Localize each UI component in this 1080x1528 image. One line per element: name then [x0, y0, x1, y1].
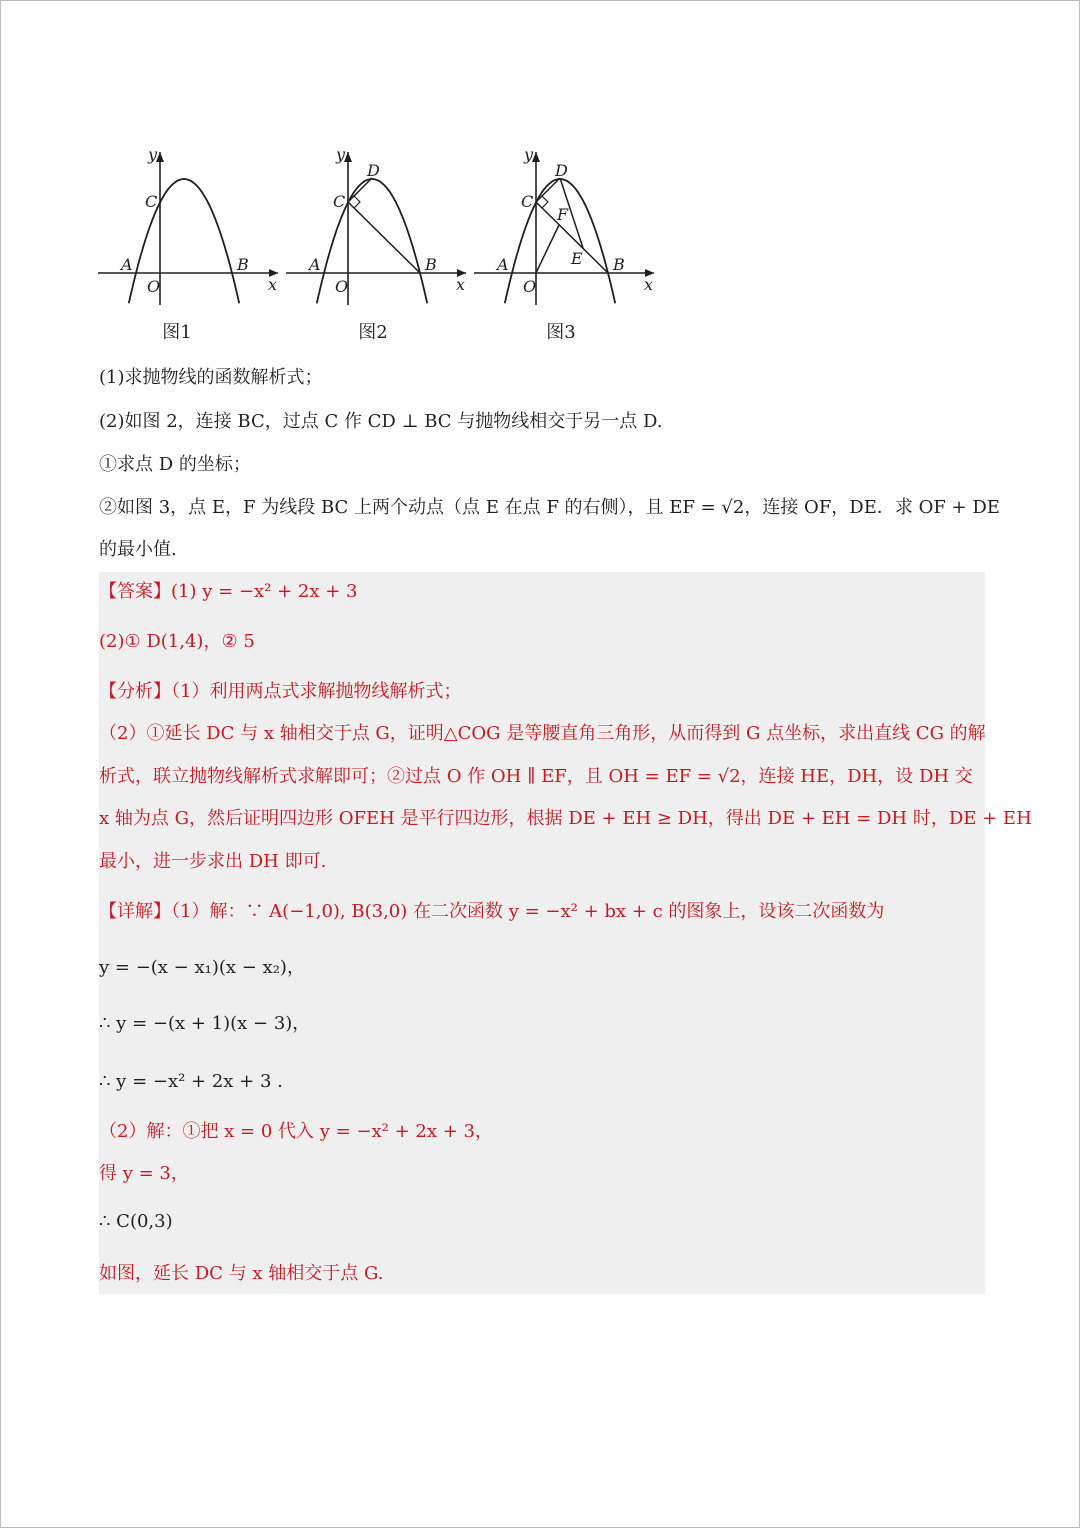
label-c: C: [333, 192, 346, 211]
question-2-part-2-cont: 的最小值.: [99, 539, 177, 560]
label-a: A: [121, 255, 133, 274]
label-b: B: [425, 255, 437, 274]
detail-part-1: （1）解：∵ A(−1,0), B(3,0) 在二次函数 y = −x² + bx + c 的图象上，设该二次函数为: [171, 901, 885, 922]
label-b: B: [237, 255, 249, 274]
analysis-line-1: [99, 680, 461, 704]
analysis-line-3: 析式，联立抛物线解析式求解即可；②过点 O 作 OH ∥ EF，且 OH = EF = √2，连接 HE，DH，设 DH 交: [99, 766, 973, 787]
answer-line-2: (2)① D(1,4)，② 5: [99, 631, 255, 652]
label-f: F: [557, 205, 569, 224]
question-2: (2)如图 2，连接 BC，过点 C 作 CD ⊥ BC 与抛物线相交于另一点 D.: [99, 411, 663, 432]
detail-line-2: y = −(x − x₁)(x − x₂)，: [99, 957, 305, 978]
label-x: x: [644, 275, 654, 294]
question-2-part-1: ①求点 D 的坐标；: [99, 454, 251, 475]
detail-line-3: ∴ y = −(x + 1)(x − 3)，: [99, 1013, 311, 1034]
label-a: A: [309, 255, 321, 274]
detail-line-4: ∴ y = −x² + 2x + 3 .: [99, 1071, 283, 1092]
label-x: x: [456, 275, 466, 294]
question-2-part-2: ②如图 3，点 E，F 为线段 BC 上两个动点（点 E 在点 F 的右侧），且 EF = √2，连接 OF，DE．求 OF + DE: [99, 497, 1000, 518]
analysis-line-2: （2）①延长 DC 与 x 轴相交于点 G，证明△COG 是等腰直角三角形，从而得到 G 点坐标，求出直线 CG 的解: [99, 723, 986, 744]
detail-line-5: （2）解：①把 x = 0 代入 y = −x² + 2x + 3，: [99, 1121, 493, 1142]
answer-block: [99, 572, 1032, 1294]
label-d: D: [367, 161, 380, 180]
figure-2-graph: [280, 140, 470, 320]
detail-line-6: 得 y = 3，: [99, 1163, 189, 1184]
answer-tag: 【答案】: [99, 581, 171, 602]
label-d: D: [555, 161, 568, 180]
analysis-part-1: （1）利用两点式求解抛物线解析式；: [171, 681, 462, 702]
answer-line-1: [99, 580, 357, 604]
detail-tag: 【详解】: [99, 901, 171, 922]
label-y: y: [524, 145, 534, 164]
figure-1-caption: 图1: [162, 322, 192, 343]
label-o: O: [147, 277, 161, 296]
label-c: C: [145, 192, 158, 211]
label-b: B: [613, 255, 625, 274]
detail-line-1: [99, 900, 884, 924]
analysis-line-4: x 轴为点 G，然后证明四边形 OFEH 是平行四边形，根据 DE + EH ≥ DH，得出 DE + EH = DH 时，DE + EH: [99, 808, 1032, 829]
analysis-line-5: 最小，进一步求出 DH 即可.: [99, 851, 327, 872]
figure-3-graph: [468, 140, 658, 320]
segment-cd: [348, 178, 372, 202]
label-e: E: [571, 249, 583, 268]
segment-of: [536, 225, 559, 273]
question-1: (1)求抛物线的函数解析式；: [99, 367, 323, 388]
analysis-tag: 【分析】: [99, 681, 171, 702]
figure-1-graph: [92, 140, 282, 320]
right-angle-mark: [354, 196, 360, 208]
detail-line-8: 如图，延长 DC 与 x 轴相交于点 G.: [99, 1263, 384, 1284]
label-y: y: [148, 145, 158, 164]
label-o: O: [523, 277, 537, 296]
right-angle-mark: [542, 196, 548, 208]
label-a: A: [497, 255, 509, 274]
detail-line-7: ∴ C(0,3): [99, 1211, 173, 1232]
label-o: O: [335, 277, 349, 296]
label-c: C: [521, 192, 534, 211]
figure-3-caption: 图3: [546, 322, 576, 343]
figure-2-caption: 图2: [358, 322, 388, 343]
label-x: x: [268, 275, 278, 294]
answer-part-1: (1) y = −x² + 2x + 3: [171, 581, 358, 602]
label-y: y: [336, 145, 346, 164]
segment-cd: [536, 178, 560, 202]
